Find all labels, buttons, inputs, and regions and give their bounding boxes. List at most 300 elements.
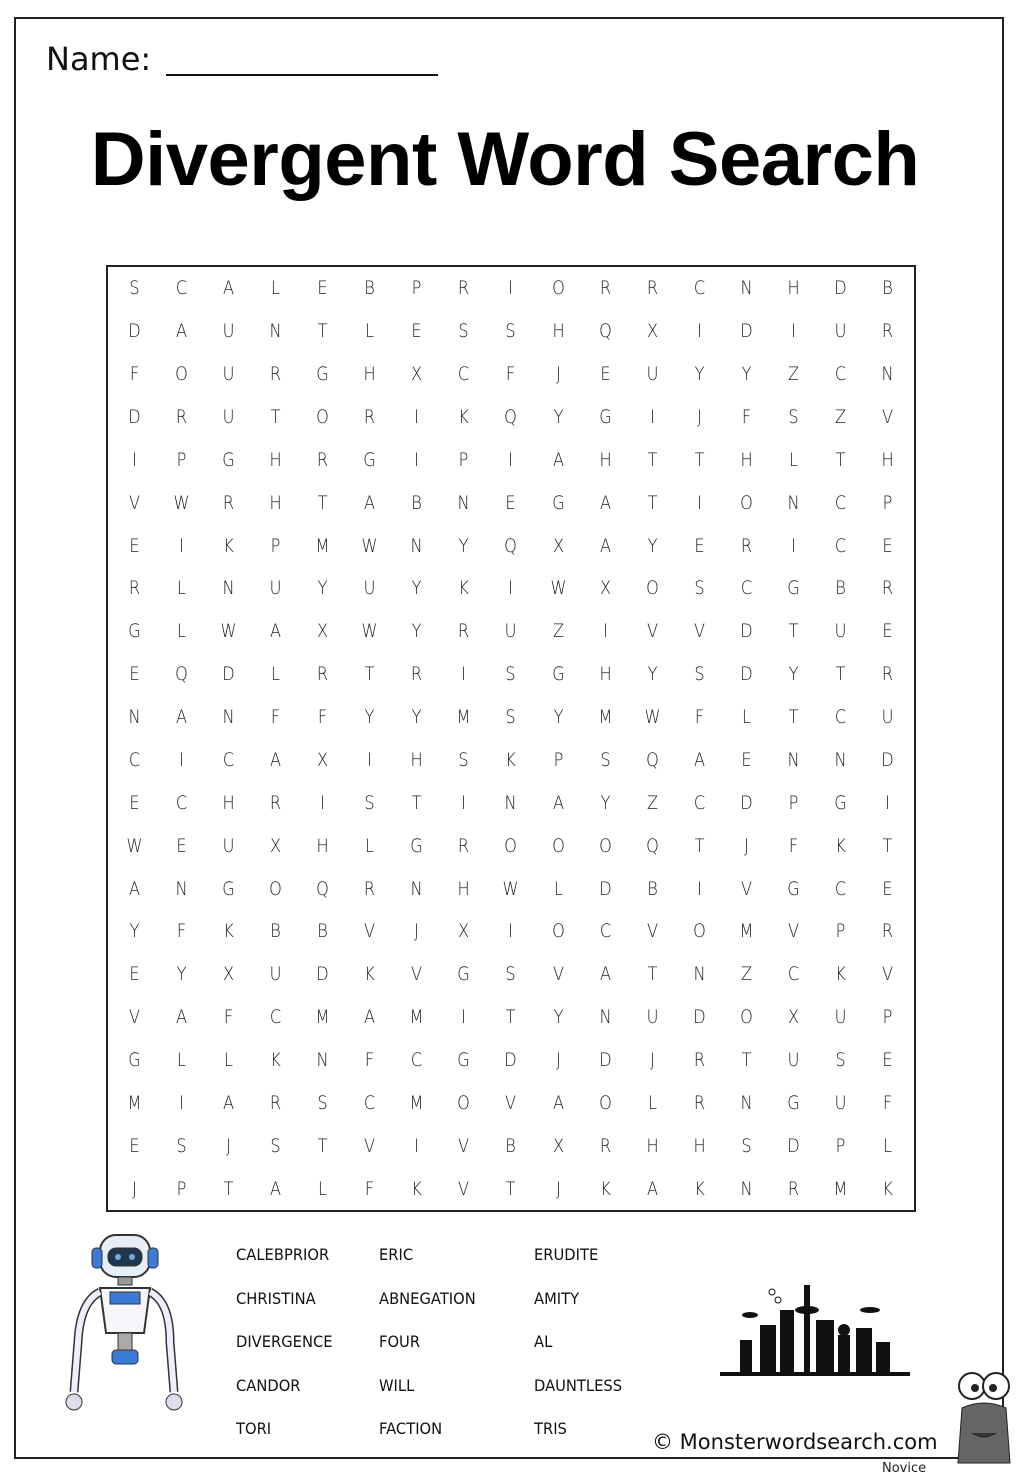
grid-letter[interactable]: T [317, 320, 328, 343]
grid-letter[interactable]: V [364, 1134, 376, 1157]
grid-letter[interactable]: I [367, 748, 373, 771]
grid-letter[interactable]: D [128, 320, 141, 343]
grid-letter[interactable]: K [693, 1177, 705, 1200]
grid-letter[interactable]: Y [788, 663, 799, 686]
grid-letter[interactable]: I [414, 1134, 420, 1157]
grid-letter[interactable]: R [270, 1091, 282, 1114]
grid-letter[interactable]: F [694, 706, 704, 729]
grid-letter[interactable]: A [270, 748, 282, 771]
grid-letter[interactable]: I [132, 448, 137, 471]
grid-letter[interactable]: R [881, 577, 894, 600]
grid-letter[interactable]: O [739, 1006, 753, 1029]
grid-letter[interactable]: U [222, 363, 235, 386]
grid-letter[interactable]: O [551, 277, 565, 300]
grid-letter[interactable]: S [505, 320, 517, 343]
grid-letter[interactable]: V [787, 920, 799, 943]
grid-letter[interactable]: L [177, 1048, 187, 1071]
grid-letter[interactable]: N [740, 1091, 753, 1114]
grid-letter[interactable]: F [318, 706, 328, 729]
grid-letter[interactable]: V [458, 1134, 470, 1157]
grid-letter[interactable]: G [787, 1091, 800, 1114]
grid-letter[interactable]: D [740, 791, 753, 814]
grid-letter[interactable]: R [223, 491, 235, 514]
grid-letter[interactable]: L [271, 277, 281, 300]
grid-letter[interactable]: E [317, 277, 328, 300]
grid-letter[interactable]: L [224, 1048, 234, 1071]
grid-letter[interactable]: K [835, 834, 846, 857]
grid-letter[interactable]: X [552, 1134, 564, 1157]
grid-letter[interactable]: D [740, 320, 753, 343]
grid-letter[interactable]: K [458, 577, 470, 600]
grid-letter[interactable]: M [409, 1091, 424, 1114]
grid-letter[interactable]: R [646, 277, 658, 300]
grid-letter[interactable]: S [176, 1134, 187, 1157]
grid-letter[interactable]: B [317, 920, 329, 943]
grid-letter[interactable]: E [882, 1048, 893, 1071]
grid-letter[interactable]: T [317, 1134, 328, 1157]
grid-letter[interactable]: C [693, 277, 705, 300]
grid-letter[interactable]: V [364, 920, 376, 943]
grid-letter[interactable]: G [787, 877, 800, 900]
grid-letter[interactable]: E [129, 791, 140, 814]
grid-letter[interactable]: T [788, 706, 799, 729]
grid-letter[interactable]: K [882, 1177, 893, 1200]
grid-letter[interactable]: T [270, 406, 281, 429]
grid-letter[interactable]: T [788, 620, 799, 643]
grid-letter[interactable]: P [788, 791, 799, 814]
grid-letter[interactable]: J [555, 1177, 561, 1200]
grid-letter[interactable]: N [504, 791, 518, 814]
grid-letter[interactable]: P [270, 534, 281, 557]
grid-letter[interactable]: F [788, 834, 798, 857]
grid-letter[interactable]: X [552, 534, 564, 557]
grid-letter[interactable]: I [508, 277, 514, 300]
grid-letter[interactable]: Y [317, 577, 328, 600]
grid-letter[interactable]: A [364, 491, 376, 514]
grid-letter[interactable]: H [410, 748, 423, 771]
grid-letter[interactable]: Y [129, 920, 140, 943]
grid-letter[interactable]: D [128, 406, 141, 429]
grid-letter[interactable]: Y [411, 706, 422, 729]
grid-letter[interactable]: G [222, 448, 235, 471]
grid-letter[interactable]: L [177, 577, 187, 600]
grid-letter[interactable]: W [644, 706, 661, 729]
grid-letter[interactable]: O [598, 834, 612, 857]
grid-letter[interactable]: F [882, 1091, 893, 1114]
grid-letter[interactable]: D [740, 663, 753, 686]
grid-letter[interactable]: U [363, 577, 376, 600]
grid-letter[interactable]: W [550, 577, 567, 600]
grid-letter[interactable]: D [222, 663, 235, 686]
grid-letter[interactable]: C [175, 277, 188, 300]
grid-letter[interactable]: Q [645, 748, 659, 771]
grid-letter[interactable]: Z [740, 963, 752, 986]
grid-letter[interactable]: P [882, 1006, 893, 1029]
grid-letter[interactable]: W [126, 834, 143, 857]
grid-letter[interactable]: E [882, 877, 893, 900]
grid-letter[interactable]: U [222, 320, 235, 343]
grid-letter[interactable]: R [881, 320, 894, 343]
grid-letter[interactable]: J [555, 1048, 561, 1071]
grid-letter[interactable]: L [318, 1177, 328, 1200]
grid-letter[interactable]: S [129, 277, 140, 300]
grid-letter[interactable]: D [693, 1006, 706, 1029]
grid-letter[interactable]: D [316, 963, 329, 986]
grid-letter[interactable]: G [551, 491, 565, 514]
grid-letter[interactable]: I [696, 877, 702, 900]
grid-letter[interactable]: S [599, 748, 611, 771]
grid-letter[interactable]: J [555, 363, 561, 386]
grid-letter[interactable]: T [882, 834, 893, 857]
grid-letter[interactable]: N [881, 363, 894, 386]
grid-letter[interactable]: B [882, 277, 893, 300]
grid-letter[interactable]: V [128, 491, 141, 514]
grid-letter[interactable]: D [787, 1134, 800, 1157]
grid-letter[interactable]: R [881, 920, 894, 943]
grid-letter[interactable]: R [458, 620, 470, 643]
grid-letter[interactable]: C [834, 877, 847, 900]
grid-letter[interactable]: T [411, 791, 422, 814]
grid-letter[interactable]: P [412, 277, 422, 300]
grid-letter[interactable]: K [364, 963, 376, 986]
grid-letter[interactable]: I [414, 448, 420, 471]
grid-letter[interactable]: Q [175, 663, 188, 686]
grid-letter[interactable]: F [365, 1048, 375, 1071]
grid-letter[interactable]: R [270, 791, 282, 814]
grid-letter[interactable]: Q [598, 320, 612, 343]
grid-letter[interactable]: I [602, 620, 608, 643]
grid-letter[interactable]: G [222, 877, 235, 900]
grid-letter[interactable]: B [270, 920, 281, 943]
grid-letter[interactable]: F [176, 920, 187, 943]
grid-letter[interactable]: C [364, 1091, 376, 1114]
grid-letter[interactable]: T [317, 491, 328, 514]
grid-letter[interactable]: B [364, 277, 376, 300]
grid-letter[interactable]: O [739, 491, 753, 514]
grid-letter[interactable]: I [790, 534, 796, 557]
grid-letter[interactable]: T [647, 963, 658, 986]
grid-letter[interactable]: E [694, 534, 705, 557]
grid-letter[interactable]: Z [646, 791, 658, 814]
grid-letter[interactable]: G [410, 834, 424, 857]
grid-letter[interactable]: R [458, 834, 470, 857]
grid-letter[interactable]: N [222, 577, 235, 600]
grid-letter[interactable]: F [365, 1177, 375, 1200]
grid-letter[interactable]: R [599, 1134, 611, 1157]
grid-letter[interactable]: S [741, 1134, 752, 1157]
grid-letter[interactable]: J [649, 1048, 655, 1071]
grid-letter[interactable]: A [599, 534, 611, 557]
grid-letter[interactable]: S [788, 406, 799, 429]
grid-letter[interactable]: T [223, 1177, 234, 1200]
grid-letter[interactable]: O [551, 920, 565, 943]
grid-letter[interactable]: E [129, 534, 140, 557]
grid-letter[interactable]: P [459, 448, 469, 471]
grid-letter[interactable]: P [176, 1177, 187, 1200]
grid-letter[interactable]: O [645, 577, 659, 600]
grid-letter[interactable]: G [787, 577, 800, 600]
grid-letter[interactable]: O [598, 1091, 612, 1114]
grid-letter[interactable]: N [457, 491, 470, 514]
grid-letter[interactable]: M [456, 706, 471, 729]
grid-letter[interactable]: U [834, 1091, 847, 1114]
grid-letter[interactable]: S [694, 663, 705, 686]
grid-letter[interactable]: X [317, 748, 329, 771]
grid-letter[interactable]: O [692, 920, 706, 943]
grid-letter[interactable]: U [646, 363, 659, 386]
grid-letter[interactable]: L [647, 1091, 657, 1114]
grid-letter[interactable]: P [882, 491, 893, 514]
grid-letter[interactable]: M [598, 706, 613, 729]
grid-letter[interactable]: L [365, 834, 375, 857]
grid-letter[interactable]: Y [694, 363, 705, 386]
grid-letter[interactable]: G [598, 406, 612, 429]
grid-letter[interactable]: V [881, 963, 893, 986]
grid-letter[interactable]: S [270, 1134, 281, 1157]
grid-letter[interactable]: R [270, 363, 282, 386]
grid-letter[interactable]: C [458, 363, 470, 386]
grid-letter[interactable]: C [175, 791, 188, 814]
grid-letter[interactable]: A [128, 877, 141, 900]
grid-letter[interactable]: C [834, 706, 847, 729]
grid-letter[interactable]: I [179, 534, 184, 557]
grid-letter[interactable]: S [458, 320, 470, 343]
grid-letter[interactable]: W [173, 491, 190, 514]
grid-letter[interactable]: V [646, 620, 658, 643]
grid-letter[interactable]: C [787, 963, 799, 986]
grid-letter[interactable]: N [740, 1177, 753, 1200]
grid-letter[interactable]: A [599, 491, 611, 514]
grid-letter[interactable]: N [599, 1006, 612, 1029]
grid-letter[interactable]: H [599, 448, 612, 471]
grid-letter[interactable]: Q [504, 406, 518, 429]
grid-letter[interactable]: L [788, 448, 798, 471]
grid-letter[interactable]: Y [176, 963, 187, 986]
grid-letter[interactable]: Z [834, 406, 846, 429]
grid-letter[interactable]: C [599, 920, 611, 943]
grid-letter[interactable]: D [834, 277, 847, 300]
grid-letter[interactable]: H [646, 1134, 659, 1157]
grid-letter[interactable]: R [364, 406, 376, 429]
grid-letter[interactable]: S [835, 1048, 846, 1071]
grid-letter[interactable]: T [647, 491, 658, 514]
grid-letter[interactable]: X [270, 834, 282, 857]
grid-letter[interactable]: A [364, 1006, 376, 1029]
grid-letter[interactable]: X [411, 363, 423, 386]
grid-letter[interactable]: A [176, 1006, 188, 1029]
grid-letter[interactable]: O [504, 834, 518, 857]
grid-letter[interactable]: B [505, 1134, 517, 1157]
grid-letter[interactable]: G [834, 791, 847, 814]
grid-letter[interactable]: N [175, 877, 188, 900]
grid-letter[interactable]: B [646, 877, 658, 900]
word-search-grid[interactable] [106, 265, 916, 1212]
grid-letter[interactable]: Y [553, 406, 563, 429]
grid-letter[interactable]: A [270, 620, 282, 643]
grid-letter[interactable]: R [411, 663, 423, 686]
grid-letter[interactable]: Q [316, 877, 330, 900]
grid-letter[interactable]: I [461, 791, 467, 814]
grid-letter[interactable]: A [552, 1091, 564, 1114]
grid-letter[interactable]: R [740, 534, 752, 557]
grid-letter[interactable]: D [740, 620, 753, 643]
grid-letter[interactable]: M [315, 1006, 330, 1029]
grid-letter[interactable]: O [269, 877, 283, 900]
grid-letter[interactable]: O [316, 406, 330, 429]
grid-letter[interactable]: F [271, 706, 281, 729]
grid-letter[interactable]: I [885, 791, 890, 814]
grid-letter[interactable]: M [315, 534, 330, 557]
grid-letter[interactable]: H [363, 363, 376, 386]
grid-letter[interactable]: P [176, 448, 187, 471]
grid-letter[interactable]: U [222, 834, 235, 857]
grid-letter[interactable]: I [790, 320, 796, 343]
grid-letter[interactable]: V [646, 920, 658, 943]
grid-letter[interactable]: L [741, 706, 751, 729]
grid-letter[interactable]: P [835, 1134, 846, 1157]
grid-letter[interactable]: R [693, 1048, 705, 1071]
grid-letter[interactable]: R [599, 277, 611, 300]
grid-letter[interactable]: H [269, 491, 282, 514]
grid-letter[interactable]: M [127, 1091, 142, 1114]
grid-letter[interactable]: I [461, 1006, 467, 1029]
grid-letter[interactable]: W [220, 620, 237, 643]
grid-letter[interactable]: G [316, 363, 330, 386]
grid-letter[interactable]: G [128, 1048, 141, 1071]
grid-letter[interactable]: S [505, 963, 517, 986]
grid-letter[interactable]: T [364, 663, 375, 686]
grid-letter[interactable]: K [458, 406, 470, 429]
grid-letter[interactable]: I [179, 1091, 184, 1114]
grid-letter[interactable]: J [414, 920, 420, 943]
grid-letter[interactable]: K [599, 1177, 611, 1200]
grid-letter[interactable]: P [835, 920, 846, 943]
grid-letter[interactable]: V [458, 1177, 470, 1200]
grid-letter[interactable]: N [834, 748, 847, 771]
grid-letter[interactable]: Y [411, 577, 422, 600]
grid-letter[interactable]: R [317, 448, 329, 471]
grid-letter[interactable]: B [411, 491, 423, 514]
grid-letter[interactable]: H [269, 448, 282, 471]
grid-letter[interactable]: A [646, 1177, 658, 1200]
grid-letter[interactable]: R [317, 663, 329, 686]
grid-letter[interactable]: V [552, 963, 564, 986]
grid-letter[interactable]: D [881, 748, 894, 771]
grid-letter[interactable]: N [316, 1048, 329, 1071]
grid-letter[interactable]: C [834, 534, 847, 557]
grid-letter[interactable]: Y [553, 1006, 563, 1029]
grid-letter[interactable]: F [223, 1006, 234, 1029]
grid-letter[interactable]: M [739, 920, 754, 943]
grid-letter[interactable]: K [411, 1177, 423, 1200]
grid-letter[interactable]: R [458, 277, 470, 300]
grid-letter[interactable]: X [317, 620, 329, 643]
grid-letter[interactable]: C [834, 491, 847, 514]
grid-letter[interactable]: A [176, 320, 188, 343]
grid-letter[interactable]: C [834, 363, 847, 386]
grid-letter[interactable]: S [505, 663, 517, 686]
grid-letter[interactable]: R [787, 1177, 799, 1200]
grid-letter[interactable]: K [505, 748, 517, 771]
grid-letter[interactable]: N [222, 706, 235, 729]
grid-letter[interactable]: R [693, 1091, 705, 1114]
grid-letter[interactable]: T [694, 834, 705, 857]
grid-letter[interactable]: T [835, 448, 846, 471]
grid-letter[interactable]: T [741, 1048, 752, 1071]
grid-letter[interactable]: H [316, 834, 329, 857]
grid-letter[interactable]: V [693, 620, 705, 643]
grid-letter[interactable]: L [271, 663, 281, 686]
grid-letter[interactable]: C [740, 577, 752, 600]
grid-letter[interactable]: H [551, 320, 565, 343]
grid-letter[interactable]: U [834, 320, 847, 343]
grid-letter[interactable]: A [552, 448, 564, 471]
grid-letter[interactable]: D [598, 1048, 612, 1071]
grid-letter[interactable]: F [129, 363, 140, 386]
grid-letter[interactable]: X [223, 963, 235, 986]
grid-letter[interactable]: U [222, 406, 235, 429]
grid-letter[interactable]: C [270, 1006, 282, 1029]
grid-letter[interactable]: N [128, 706, 141, 729]
grid-letter[interactable]: I [696, 491, 702, 514]
grid-letter[interactable]: T [694, 448, 705, 471]
grid-letter[interactable]: Q [645, 834, 659, 857]
grid-letter[interactable]: Z [552, 620, 564, 643]
grid-letter[interactable]: U [834, 620, 847, 643]
grid-letter[interactable]: F [506, 363, 516, 386]
grid-letter[interactable]: N [410, 534, 423, 557]
grid-letter[interactable]: M [833, 1177, 848, 1200]
grid-letter[interactable]: S [458, 748, 470, 771]
grid-letter[interactable]: N [787, 491, 800, 514]
grid-letter[interactable]: X [599, 577, 611, 600]
grid-letter[interactable]: U [787, 1048, 800, 1071]
grid-letter[interactable]: G [551, 663, 565, 686]
grid-letter[interactable]: E [129, 963, 140, 986]
grid-letter[interactable]: I [696, 320, 702, 343]
grid-letter[interactable]: M [409, 1006, 424, 1029]
grid-letter[interactable]: S [505, 706, 517, 729]
grid-letter[interactable]: G [128, 620, 141, 643]
grid-letter[interactable]: N [787, 748, 800, 771]
name-input-line[interactable] [166, 74, 438, 76]
grid-letter[interactable]: E [599, 363, 611, 386]
grid-letter[interactable]: O [551, 834, 565, 857]
grid-letter[interactable]: K [835, 963, 846, 986]
grid-letter[interactable]: A [693, 748, 705, 771]
grid-letter[interactable]: Q [504, 534, 518, 557]
grid-letter[interactable]: I [508, 920, 514, 943]
grid-letter[interactable]: V [128, 1006, 141, 1029]
grid-letter[interactable]: E [882, 534, 893, 557]
grid-letter[interactable]: K [223, 534, 234, 557]
grid-letter[interactable]: L [553, 877, 563, 900]
grid-letter[interactable]: Y [647, 534, 658, 557]
grid-letter[interactable]: Y [741, 363, 752, 386]
grid-letter[interactable]: X [787, 1006, 799, 1029]
grid-letter[interactable]: H [881, 448, 894, 471]
grid-letter[interactable]: N [693, 963, 706, 986]
grid-letter[interactable]: R [175, 406, 188, 429]
grid-letter[interactable]: L [882, 1134, 892, 1157]
grid-letter[interactable]: T [647, 448, 658, 471]
grid-letter[interactable]: S [694, 577, 705, 600]
grid-letter[interactable]: O [457, 1091, 471, 1114]
grid-letter[interactable]: E [741, 748, 752, 771]
grid-letter[interactable]: H [740, 448, 753, 471]
grid-letter[interactable]: E [505, 491, 517, 514]
grid-letter[interactable]: R [364, 877, 376, 900]
